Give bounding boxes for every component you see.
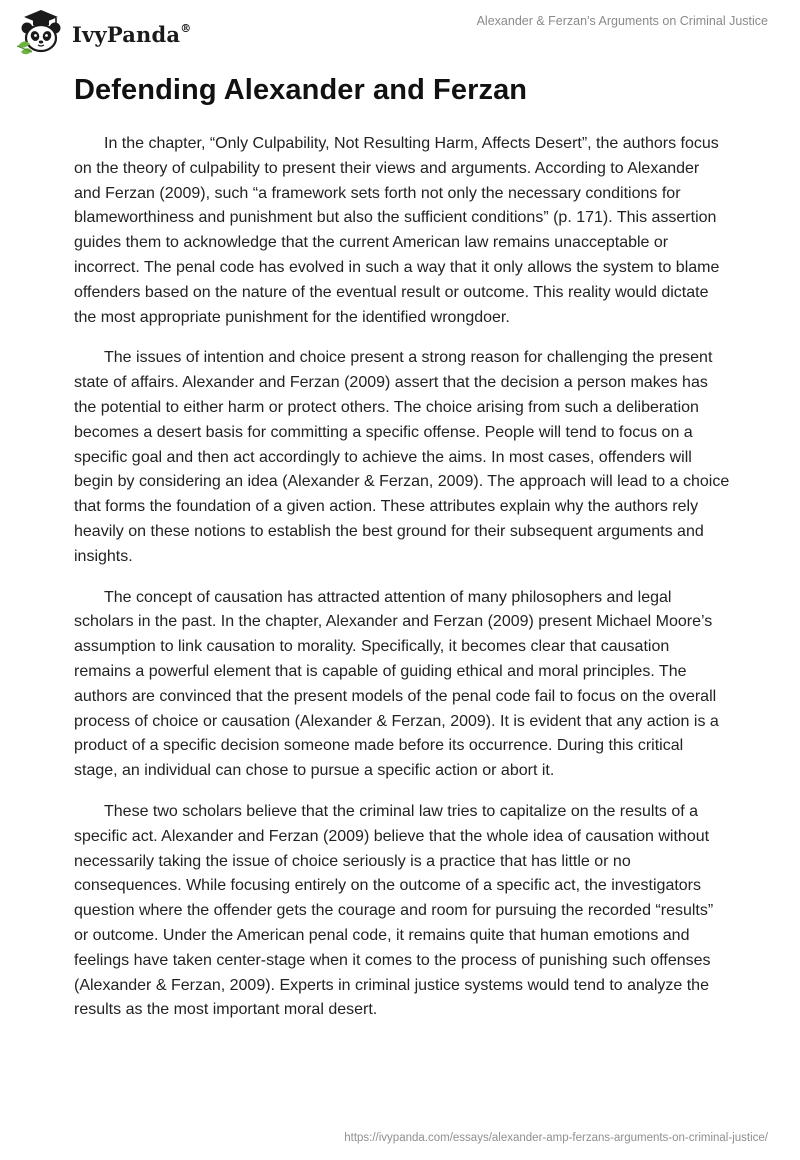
brand-name: IvyPanda®: [72, 21, 192, 47]
paragraph: The issues of intention and choice present a strong reason for challenging the present state of affairs. Alexander and Ferzan (2009) assert that the decision a person makes has the potential to either harm or protect others. The choice arising from such a deliberation becomes a desert basis for committing a specific offense. People will tend to focus on a specific goal and then act accordingly to achieve the aims. In most cases, offenders will begin by considering an idea (Alexander & Ferzan, 2009). The approach will lead to a choice that forms the foundation of a given action. These attributes explain why the authors rely heavily on these notions to establish the best ground for their subsequent arguments and insights.: [74, 349, 730, 565]
article-heading: Defending Alexander and Ferzan: [74, 74, 528, 106]
paragraph: These two scholars believe that the criminal law tries to capitalize on the results of a specific act. Alexander and Ferzan (2009) believe that the whole idea of causation without necessarily taking the issue of choice seriously is a practice that has little or no consequences. While focusing entirely on the outcome of a specific act, the investigators question where the offender gets the courage and room for pursuing the recorded “results” or outcome. Under the American penal code, it remains quite that human emotions and feelings have taken center-stage when it comes to the process of punishing such offenses (Alexander & Ferzan, 2009). Experts in criminal justice systems would tend to analyze the results as the most important moral desert.: [74, 802, 714, 1019]
registered-mark: ®: [180, 21, 192, 35]
paragraph: The concept of causation has attracted attention of many philosophers and legal scholars in the past. In the chapter, Alexander and Ferzan (2009) present Michael Moore’s assumption to link causation to morality. Specifically, it becomes clear that causation remains a powerful element that is capable of guiding ethical and moral principles. The authors are convinced that the present models of the penal code fail to focus on the overall process of choice or causation (Alexander & Ferzan, 2009). It is evident that any action is a product of a specific decision someone made before its occurrence. During this critical stage, an individual can chose to pursue a specific action or abort it.: [74, 588, 719, 780]
document-title: Alexander & Ferzan's Arguments on Criminal Justice: [476, 14, 768, 28]
panda-logo-icon: [14, 8, 68, 58]
ivypanda-logo[interactable]: [14, 8, 191, 58]
source-url[interactable]: https://ivypanda.com/essays/alexander-amp-ferzans-arguments-on-criminal-justice/: [344, 1132, 768, 1144]
paragraph: In the chapter, “Only Culpability, Not Resulting Harm, Affects Desert”, the authors focus on the theory of culpability to present their views and arguments. According to Alexander and Ferzan (2009), such “a framework sets forth not only the necessary conditions for blameworthiness and punishment but also the sufficient conditions” (p. 171). This assertion guides them to acknowledge that the current American law remains unacceptable or incorrect. The penal code has evolved in such a way that it only allows the system to blame offenders based on the nature of the eventual result or outcome. This reality would dictate the most appropriate punishment for the identified wrongdoer.: [74, 135, 720, 326]
page-header: [0, 0, 800, 64]
article-body: [74, 132, 730, 1039]
